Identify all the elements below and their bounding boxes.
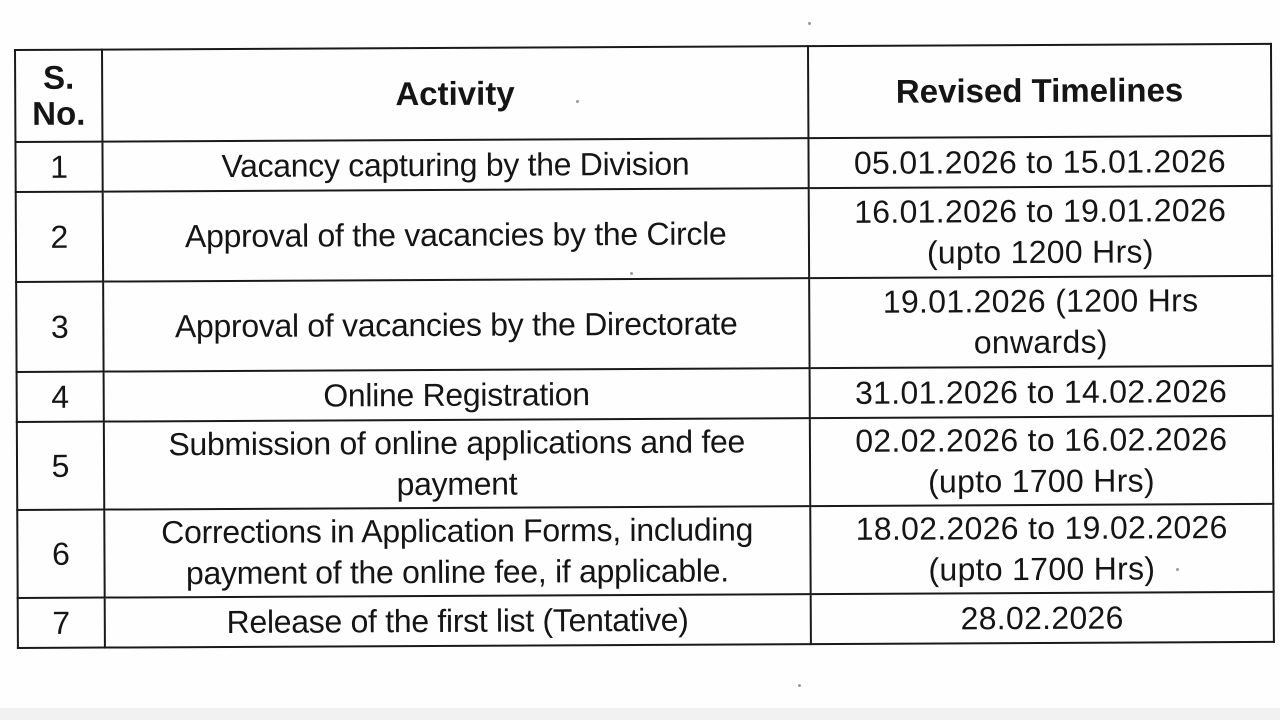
scan-speck xyxy=(1176,568,1179,571)
row-activity: Corrections in Application Forms, including payment of the online fee, if applicable. xyxy=(104,506,810,597)
row-sno: 5 xyxy=(17,422,104,510)
row-activity: Release of the first list (Tentative) xyxy=(105,594,811,647)
table-header-row xyxy=(15,44,1271,142)
row-sno: 1 xyxy=(15,142,102,192)
row-sno: 6 xyxy=(17,510,104,598)
table-row xyxy=(16,186,1272,282)
row-sno: 3 xyxy=(16,282,103,372)
row-sno: 4 xyxy=(17,372,104,422)
row-timeline: 28.02.2026 xyxy=(810,592,1274,644)
row-timeline: 05.01.2026 to 15.01.2026 xyxy=(808,136,1272,188)
scan-speck xyxy=(808,22,811,25)
row-sno: 2 xyxy=(16,192,103,282)
header-sno: S. No. xyxy=(15,50,102,142)
row-activity: Submission of online applications and fee payment xyxy=(104,418,810,509)
revised-timelines-table xyxy=(14,43,1275,649)
row-timeline: 18.02.2026 to 19.02.2026 (upto 1700 Hrs) xyxy=(810,504,1274,594)
table-row xyxy=(17,416,1273,510)
table-row xyxy=(15,136,1271,192)
table-row xyxy=(17,366,1273,422)
row-activity: Approval of vacancies by the Directorate xyxy=(103,278,809,371)
table-row xyxy=(17,504,1273,598)
row-activity: Online Registration xyxy=(104,368,810,421)
scan-speck xyxy=(630,272,633,275)
scan-speck xyxy=(798,684,801,687)
header-activity: Activity xyxy=(102,46,808,141)
table-row xyxy=(18,592,1274,648)
row-activity: Vacancy capturing by the Division xyxy=(102,138,808,191)
page-bottom-edge xyxy=(0,708,1280,720)
row-timeline: 31.01.2026 to 14.02.2026 xyxy=(809,366,1273,418)
table-row xyxy=(16,276,1272,372)
row-sno: 7 xyxy=(18,598,105,648)
row-activity: Approval of the vacancies by the Circle xyxy=(103,188,809,281)
row-timeline: 19.01.2026 (1200 Hrs onwards) xyxy=(809,276,1273,368)
row-timeline: 02.02.2026 to 16.02.2026 (upto 1700 Hrs) xyxy=(809,416,1273,506)
row-timeline: 16.01.2026 to 19.01.2026 (upto 1200 Hrs) xyxy=(808,186,1272,278)
scan-speck xyxy=(576,100,579,103)
header-revised-timelines: Revised Timelines xyxy=(808,44,1272,138)
